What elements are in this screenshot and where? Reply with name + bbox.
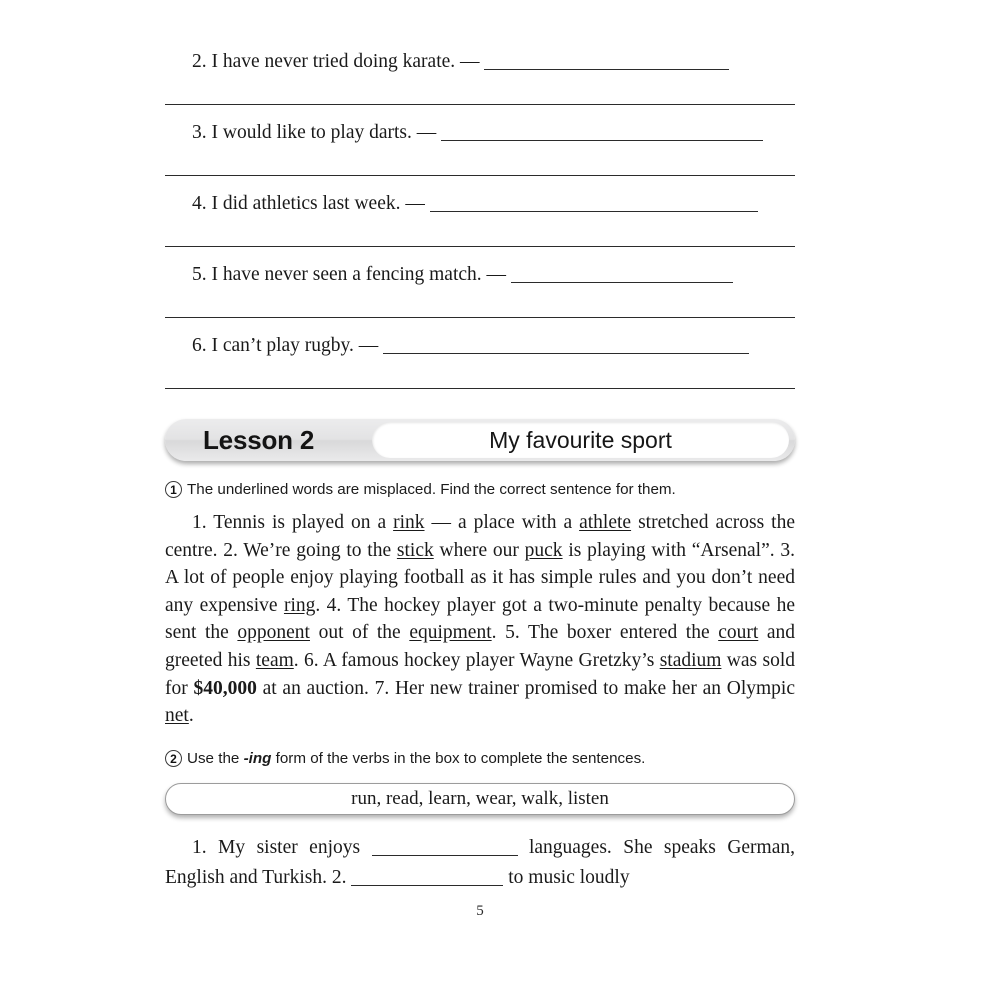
continuation-item <box>165 261 795 318</box>
continuation-item <box>165 332 795 389</box>
continuation-item-line <box>165 332 795 362</box>
task-2-instruction-after: form of the verbs in the box to complete the sentences. <box>271 749 646 767</box>
continuation-item <box>165 48 795 105</box>
continuation-item-line <box>165 261 795 291</box>
sentence-text: to music loudly <box>503 866 630 888</box>
paragraph-text: out of the <box>309 622 410 644</box>
em-dash: — <box>358 335 384 356</box>
underlined-word: equipment <box>409 622 492 644</box>
paragraph-text: — a place with a <box>424 512 580 533</box>
lesson-label: Lesson 2 <box>203 425 315 455</box>
answer-blank[interactable] <box>372 841 518 856</box>
continuation-item-text: 2. I have never tried doing karate. <box>192 51 461 72</box>
answer-rule[interactable] <box>165 104 795 105</box>
worksheet-page <box>165 0 795 1000</box>
underlined-word: puck <box>524 539 563 561</box>
task-2-heading <box>165 748 795 769</box>
answer-blank[interactable] <box>351 871 503 886</box>
lesson-title: My favourite sport <box>489 427 672 453</box>
task-1-instruction: The underlined words are misplaced. Find the correct sentence for them. <box>187 481 676 498</box>
sentence-text: 1. My sister enjoys <box>192 836 372 858</box>
underlined-word: athlete <box>579 512 632 533</box>
sentence-text: languages. She speaks German, English and Turkish. 2. <box>165 836 795 888</box>
paragraph-text: 1. Tennis is played on a <box>192 512 394 533</box>
lesson-title-pill <box>372 422 789 458</box>
task-2-sentences <box>165 833 795 893</box>
continuation-item-text: 4. I did athletics last week. <box>192 193 406 214</box>
continuation-exercise-list <box>165 0 795 389</box>
task-2-instruction-ing: -ing <box>243 749 272 767</box>
word-bank-box <box>165 783 795 815</box>
paragraph-text: at an auction. 7. Her new trainer promised to make her an Olympic <box>256 677 795 699</box>
paragraph-text: stretched across the centre. 2. We’re going to the <box>165 512 795 561</box>
underlined-word: opponent <box>237 622 310 644</box>
em-dash: — <box>405 193 430 214</box>
task-2-instruction <box>187 748 795 769</box>
underlined-word: rink <box>393 512 425 533</box>
underlined-word: team <box>255 649 294 671</box>
underlined-word: stick <box>396 539 434 561</box>
paragraph-text: . 5. The boxer entered the <box>491 622 719 644</box>
page-number: 5 <box>476 903 484 919</box>
em-dash: — <box>416 122 442 143</box>
word-bank-words: run, read, learn, wear, walk, listen <box>351 787 609 809</box>
continuation-item <box>165 190 795 247</box>
answer-rule[interactable] <box>165 388 795 389</box>
answer-blank[interactable] <box>441 126 763 141</box>
answer-rule[interactable] <box>165 175 795 176</box>
task-2-number-icon: 2 <box>165 750 182 767</box>
answer-blank[interactable] <box>430 197 758 212</box>
paragraph-text: . 6. A famous hockey player Wayne Gretzky’s <box>293 649 660 671</box>
em-dash: — <box>460 51 485 72</box>
task-1-paragraph <box>165 509 795 730</box>
task-1-number-icon: 1 <box>165 481 182 498</box>
paragraph-text: . <box>188 705 194 727</box>
underlined-word: court <box>718 622 759 644</box>
answer-blank[interactable] <box>511 268 733 283</box>
continuation-item-line <box>165 48 795 78</box>
paragraph-text: where our <box>433 539 525 561</box>
task-2-instruction-before: Use the <box>187 749 244 767</box>
paragraph-text: was sold for <box>165 649 795 699</box>
answer-rule[interactable] <box>165 246 795 247</box>
underlined-word: ring <box>283 594 316 616</box>
continuation-item-text: 6. I can’t play rugby. <box>192 335 359 356</box>
task-1-heading <box>165 479 795 500</box>
underlined-word: stadium <box>659 649 722 671</box>
bold-amount: $40,000 <box>193 677 257 699</box>
continuation-item-text: 3. I would like to play darts. <box>192 122 417 143</box>
em-dash: — <box>486 264 511 285</box>
continuation-item-line <box>165 119 795 149</box>
paragraph-text: and greeted his <box>165 622 796 671</box>
underlined-word: net <box>165 705 189 727</box>
answer-blank[interactable] <box>383 339 749 354</box>
paragraph-text: . 4. The hockey player got a two-minute penalty because he sent the <box>165 594 795 644</box>
answer-rule[interactable] <box>165 317 795 318</box>
paragraph-text: is playing with “Arsenal”. 3. A lot of people enjoy playing football as it has simple rules and you don’t need any expensive <box>165 539 795 616</box>
lesson-banner <box>165 419 795 461</box>
continuation-item-text: 5. I have never seen a fencing match. <box>192 264 487 285</box>
answer-blank[interactable] <box>484 55 729 70</box>
continuation-item-line <box>165 190 795 220</box>
continuation-item <box>165 119 795 176</box>
